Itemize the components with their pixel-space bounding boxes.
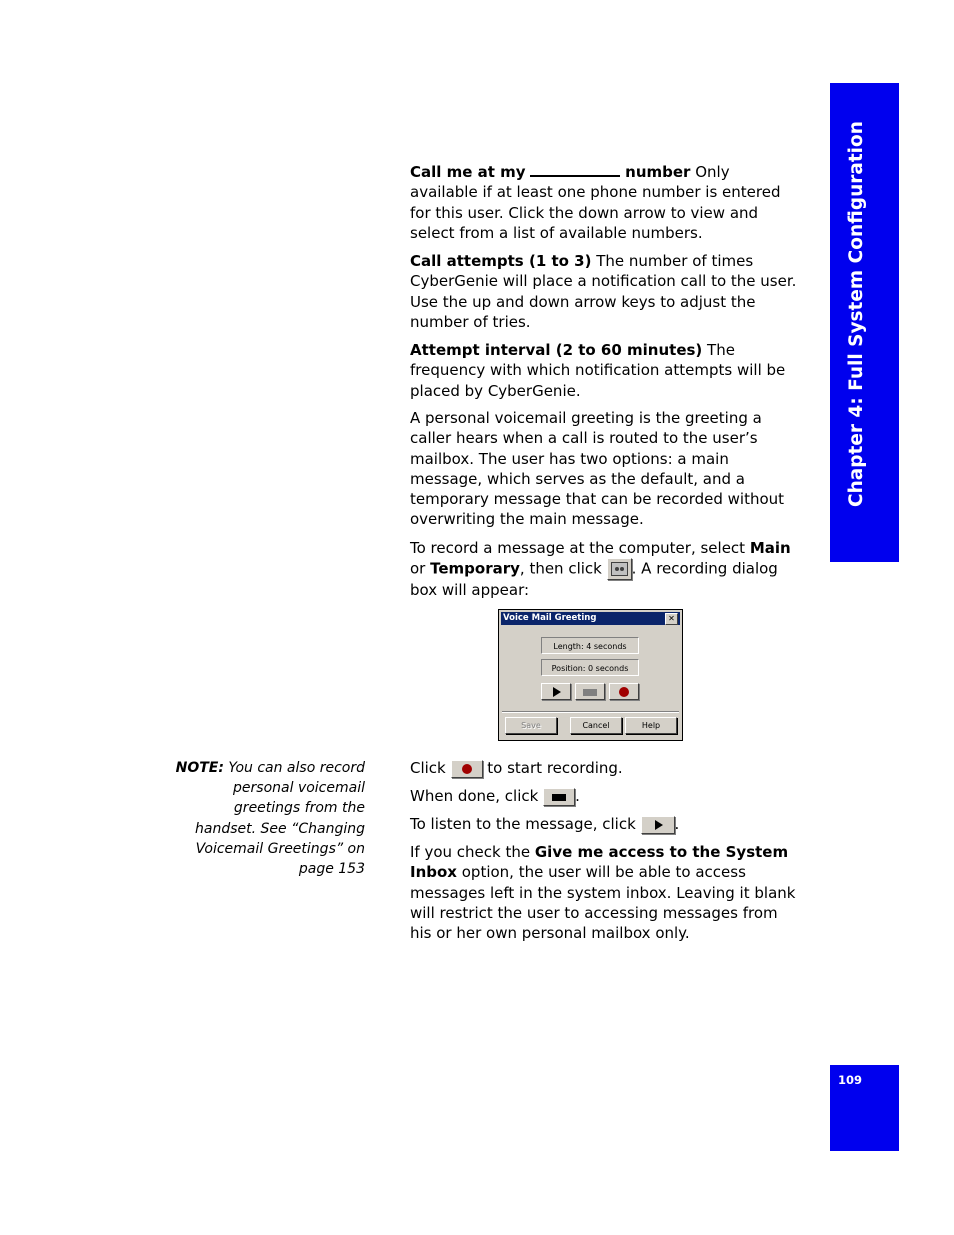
text-span: Click — [410, 759, 451, 777]
text-span: . — [575, 787, 580, 805]
page-number-tab — [830, 1065, 899, 1151]
temporary-option-term: Temporary — [430, 559, 520, 578]
attempt-interval-term: Attempt interval (2 to 60 minutes) — [410, 341, 703, 359]
text-span: to start recording. — [482, 759, 623, 777]
stop-icon — [552, 794, 566, 801]
call-attempts-term: Call attempts (1 to 3) — [410, 252, 592, 270]
length-field: Length: 4 seconds — [541, 637, 639, 654]
dialog-cancel-button[interactable]: Cancel — [570, 717, 622, 734]
dialog-divider — [502, 711, 679, 713]
call-me-desc: Only available if at least one phone number is entered for this user. Click the down arrow to view and select from a list of available numbers. — [410, 163, 781, 242]
attempt-interval-desc: The frequency with which notification attempts will be placed by CyberGenie. — [410, 341, 786, 400]
text-span: If you check the — [410, 843, 535, 861]
play-icon — [655, 820, 663, 830]
stop-button-icon — [543, 788, 575, 806]
position-field: Position: 0 seconds — [541, 659, 639, 676]
listen-paragraph — [410, 814, 802, 834]
chapter-tab-label: Chapter 4: Full System Configuration — [846, 121, 867, 507]
call-attempts-paragraph — [410, 251, 802, 332]
dialog-title: Voice Mail Greeting — [503, 613, 597, 623]
text-span: To listen to the message, click — [410, 815, 641, 833]
blank-line — [530, 162, 620, 177]
tape-graphic — [611, 562, 628, 576]
voice-mail-greeting-dialog — [498, 609, 683, 741]
play-button-icon — [641, 816, 675, 834]
stop-icon — [583, 689, 597, 696]
text-span: , then click — [519, 559, 607, 578]
text-span: . A recording dialog box will appear: — [410, 559, 778, 600]
tape-recorder-icon — [607, 558, 632, 580]
text-span: When done, click — [410, 787, 544, 805]
record-icon — [462, 764, 472, 774]
note-label: NOTE: — [175, 760, 224, 776]
call-me-term-a: Call me at my — [410, 163, 526, 181]
stop-recording-paragraph — [410, 786, 802, 806]
dialog-save-button[interactable]: Save — [505, 717, 557, 734]
dialog-stop-button[interactable] — [575, 683, 605, 700]
text-span: or — [410, 559, 431, 578]
record-instructions-paragraph — [410, 538, 802, 601]
page-number: 109 — [838, 1073, 863, 1087]
margin-note — [170, 758, 365, 879]
play-icon — [553, 687, 561, 697]
dialog-play-button[interactable] — [541, 683, 571, 700]
call-me-term-b: number — [625, 163, 691, 181]
record-icon — [619, 687, 629, 697]
text-span: . — [674, 815, 680, 833]
text-span: option, the user will be able to access messages left in the system inbox. Leaving it blank will restrict the user to accessing messages from his or her own personal mailbox only. — [410, 863, 796, 943]
main-option-term: Main — [749, 539, 791, 557]
attempt-interval-paragraph — [410, 340, 802, 401]
system-inbox-paragraph — [410, 842, 802, 943]
note-text: You can also record personal voicemail greetings from the handset. See “Changing Voicemail Greetings” on page 153 — [195, 760, 365, 878]
greeting-paragraph: A personal voicemail greeting is the greeting a caller hears when a call is routed to the user’s mailbox. The user has two options: a main message, which serves as the default, and a temporary message that can be recorded without overwriting the main message. — [410, 409, 785, 529]
system-inbox-term: Give me access to the System Inbox — [410, 843, 789, 882]
record-button-icon — [451, 760, 483, 778]
call-me-paragraph — [410, 162, 802, 243]
dialog-title-bar — [501, 612, 680, 625]
dialog-record-button[interactable] — [609, 683, 639, 700]
dialog-help-button[interactable]: Help — [625, 717, 677, 734]
close-icon[interactable]: ✕ — [665, 613, 678, 625]
text-span: To record a message at the computer, select — [410, 539, 750, 557]
call-attempts-desc: The number of times CyberGenie will place a notification call to the user. Use the up and down arrow keys to adjust the number of tries. — [410, 252, 797, 331]
start-recording-paragraph — [410, 758, 802, 778]
